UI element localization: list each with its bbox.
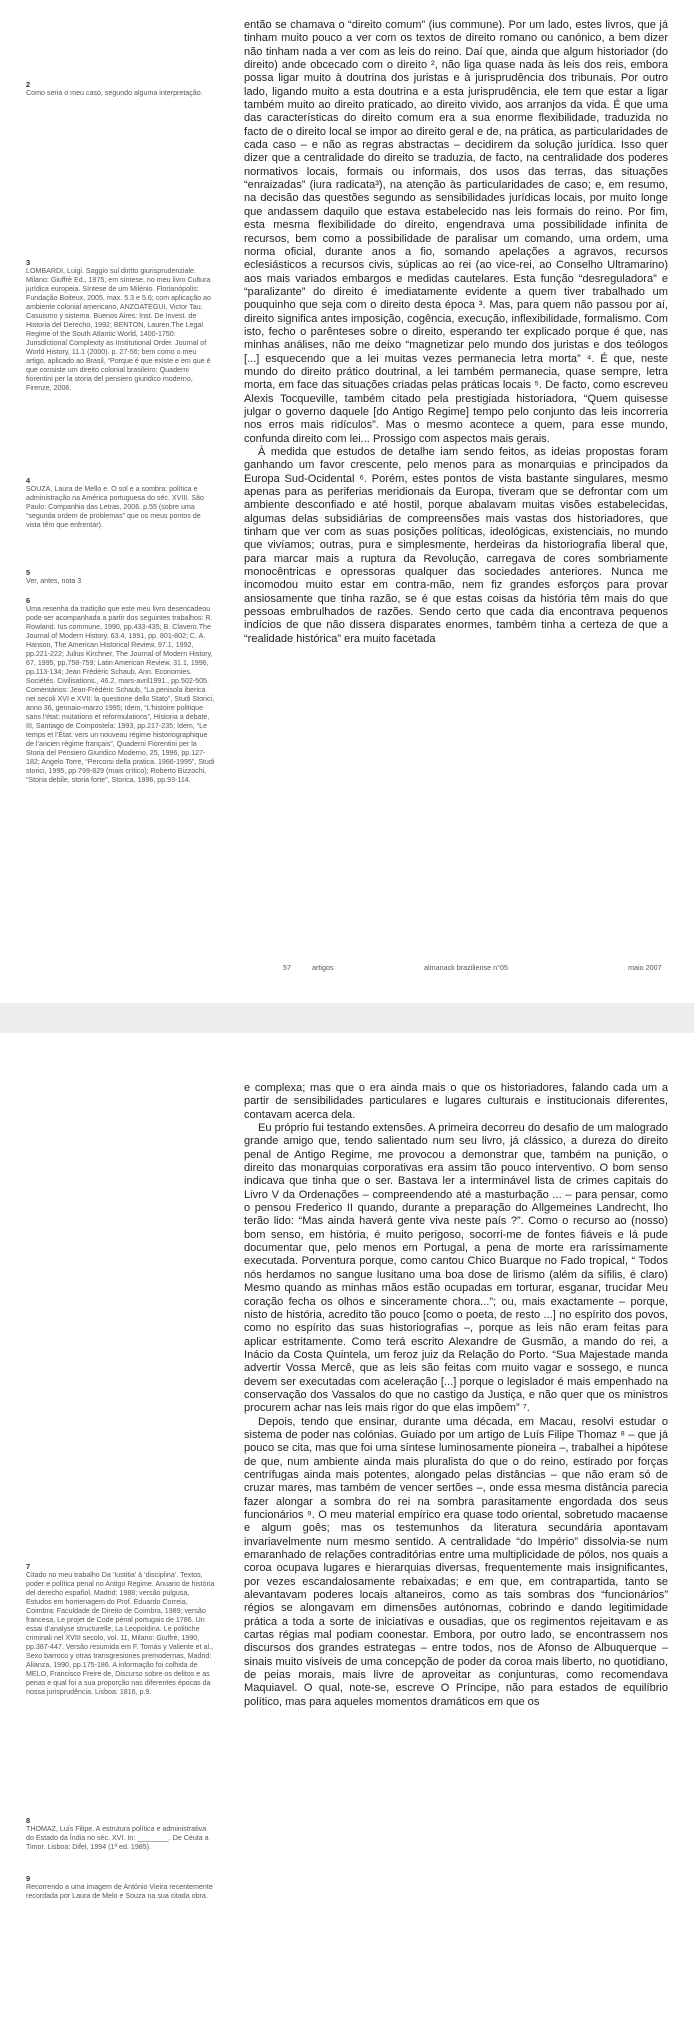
sidenote-number: 7 [26,1562,31,1571]
sidenote-text: Uma resenha da tradição que este meu livro desencadeou pode ser acompanhada a partir dos seguintes trabalhos: R. Rowland. Ius commune, 1990, pp.433-435; B. Clavero.The Journal of Modern History. 63.4, 1991, pp. 801-802; C. A. Hanson, The American Historical Review, 97.1, 1992, pp.221-222; Julius Kirchner, The Journal of Modern History, 67, 1995, pp.758-759; Latin American Review, 31.1, 1996, pp.113-134; Jean Frédéric Schaub, Ann. Economies. Sociétés. Civilisations., 46.2, mars-avril1991., pp.502-505. Comentários: Jean-Frédéric Schaub, “La penisola iberica nei secoli XVI e XVII: la questione dello Stato”, Studi Storici, anno 36, gennaio-marzo 1995; Idem, “L’histoire politique sans l’état: mutations et reformulations”, Historia a debate, III, Santiago de Compostela: 1993, pp.217-235; Idem, “Le temps et l’État: vers un nouveau régime historiographique de l’ancien régime français”, Quaderni Fiorentini per la Storia del Pensiero Giuridico Moderno, 25, 1996, pp.127-182; Angelo Torre, “Percorsi della pratica. 1966-1995”, Studi storici, 1995, pp.799-829 (mais crítico); Roberto Bizzochi, “Storia debile, storia forte”, Storica, 1996, pp.93-114. [26,605,215,784]
sidenote-text: LOMBARDI, Luigi. Saggio sul diritto giurisprudenziale. Milano: Giuffrè Ed., 1975; em síntese, no meu livro Cultura jurídica europeia. Síntese de um Milénio. Florianópolis: Fundação Boiteux, 2005, max. 5.3 e 5.6; com aplicação ao ambiente colonial americano, ANZOATEGUI, Victor Tau. Casuismo y sistema. Buenos Aires: Inst. De Invest. de Historia del Derecho, 1992; BENTON, Lauren.The Legal Regime of the South Atlantic World, 1400-1750: Jurisdictional Complexity as Institutional Order. Journal of World History, 11.1 (2000). p. 27-56; bem como o meu artigo, aplicado ao Brasil, “Porque é que existe e em que é que consiste um direito colonial brasileiro: Quaderni fiorentini per la storia del pensiero giuridico moderno, Firenze, 2006. [26,267,211,392]
sidenote-number: 5 [26,568,31,577]
body-paragraph: À medida que estudos de detalhe iam sendo feitos, as ideias propostas foram ganhando um favor crescente, pelo menos para as monarquias e principados da Europa Sud-Ocidental ⁶. Porém, estes pontos de vista bastante singulares, mesmo apenas para as periferias meridionais da Europa, tiveram que se defrontar com um ambiente desconfiado e até hostil, porque abalavam muitas visões estabelecidas, algumas delas subsidiárias de compreensões mais vastas dos historiadores, que tinham que ver com as suas posições políticas, ideológicas, existenciais, no mundo que vivíamos; outras, pura e simplesmente, herdeiras da historiografia liberal que, para marcar mais a ruptura da Revolução, carregava de cores sombriamente monocêntricas e opressoras qualquer das sociedades anteriores. Nunca me incomodou muito estar em contra-mão, nem fiz grandes esforços para provar ansiosamente que tinha razão, se é que estas coisas da história têm mais do que pessoas embrulhados de razões. Sendo certo que cada dia encontrava pequenos indícios de que não dissera disparates enormes, também tinha a certeza de que a “realidade histórica” era muito facetada [244,446,668,645]
section-label: artigos [312,963,334,972]
sidenote-number: 8 [26,1816,31,1825]
sidenote-8 [26,1816,216,1852]
sidenote-text: Recorrendo a uma imagem de António Vieira recentemente recordada por Laura de Melo e Souza na sua citada obra. [26,1883,213,1900]
sidenote-text: Ver, antes, nota 3 [26,577,82,585]
sidenote-4 [26,476,216,530]
sidenote-text: Como seria o meu caso, segundo alguma interpretação. [26,89,203,97]
issue-date: maio 2007 [628,963,662,972]
sidenote-5 [26,568,216,586]
body-paragraph: Depois, tendo que ensinar, durante uma década, em Macau, resolvi estudar o sistema de poder nas colónias. Guiado por um artigo de Luís Filipe Thomaz ⁸ – que já pouco se cita, mas que foi uma síntese luminosamente pioneira –, trabalhei a hipótese de que, num ambiente ainda mais pluralista do que o do reino, estirado por forças centrífugas ainda mais potentes, alongado pelas distâncias – que não eram só de cruzar mares, mas também de vencer sertões –, onde essa mesma distância parecia fazer alongar a sombra do rei na sombra parasitamente engordada dos seus funcionários ⁹. O meu material empírico era quase todo oriental, sobretudo macaense e algum goês; mas os testemunhos da literatura secundária apontavam invariavelmente num mesmo sentido. A centralidade “do Império” dissolvia-se num emaranhado de relações contraditórias entre uma multiplicidade de pólos, nos quais a coroa ocupava lugares e hierarquias diversas, frequentemente mais insignificantes, por vezes escandalosamente rebaixadas; e em que, em contrapartida, tanto se alevantavam poderes locais altaneiros, como as tais sombras dos “funcionários” régios se alongavam em dimensões autónomas, cobrindo e dando legitimidade prática a toda a sorte de iniciativas e ousadias, que os regimentos rejeitavam e as cartas régias mal podiam coonestar. Embora, por outro lado, se encontrassem nos discursos dos grandes estrategas – entre todos, nos de Afonso de Albuquerque – sinais muito visíveis de uma concepção de poder da coroa mais liberto, no quotidiano, de peias morais, mais livre de aproveitar as conjunturas, como recomendava Maquiavel. O qual, note-se, escreve O Príncipe, não para estados de equilíbrio político, mas para aqueles momentos dramáticos em que os [244,1415,668,1708]
sidenote-text: THOMAZ, Luís Filipe. A estrutura política e administrativa do Estado da Índia no séc. XVI. In: ________. De Ceuta a Timor. Lisboa: Difel, 1994 (1ª ed. 1985). [26,1825,209,1851]
body-paragraph: e complexa; mas que o era ainda mais o que os historiadores, falando cada um a partir de sensibilidades particulares e lugares culturais e institucionais diferentes, contavam acerca dela. [244,1082,668,1121]
sidenote-number: 9 [26,1874,31,1883]
sidenote-number: 4 [26,476,31,485]
sidenote-3 [26,258,216,393]
page2-body-text [244,1082,668,1709]
page1-body-text [244,19,668,646]
body-paragraph: Eu próprio fui testando extensões. A primeira decorreu do desafio de um malogrado grande amigo que, tendo salientado num seu livro, já clássico, a dureza do direito penal de Antigo Regime, me provocou a demonstrar que, também na punição, o direito das monarquias corporativas era assim tão pouco interventivo. O bom senso indicava que tinha que o ser. Bastava ler a interminável lista de crimes capitais do Livro V da Ordenações – compreendendo até a masturbação ... – para pensar, como o pensou Frederico II quando, durante a preparação do Allgemeines Landrecht, lho terão lido: “Mas ainda haverá gente viva neste país ?”. Como o recurso ao (nosso) bom senso, em história, é muito perigoso, socorri-me de fontes fiáveis e lá pude documentar que, pelo menos em Portugal, a pena de morte era raríssimamente executada. Porventura porque, como cantou Chico Buarque no Fado tropical, “ Todos nós herdamos no sangue lusitano uma boa dose de lirismo (além da sífilis, é claro) Mesmo quando as minhas mãos estão ocupadas em torturar, esganar, trucidar Meu coração fecha os olhos e sinceramente chora...”; ou, mais exactamente – porque, nisto de história, acredito tão pouco [como o poeta, de resto ...] no espírito dos povos, como no espírito das suas historiografias –, porque as leis não eram feitas para aplicar estritamente. Como terá escrito Alexandre de Gusmão, a mando do rei, a Inácio da Costa Quintela, um feroz juiz da Relação do Porto. “Sua Majestade manda advertir Vossa Mercê, que as leis são feitas com muito vagar e sossego, e nunca devem ser executadas com aceleração [...] porque o legislador é mais empenhado na conservação dos Vassalos do que no castigo da Justiça, e não quer que os ministros procurem achar nas leis mais rigor do que elas impõem” ⁷. [244,1122,668,1415]
sidenote-number: 2 [26,80,31,89]
sidenote-text: SOUZA, Laura de Mello e. O sol e a sombra: política e administração na América portuguesa do séc. XVIII. São Paulo: Companhia das Letras, 2006. p.55 (sobre uma “segunda ordem de problemas” que os meus pontos de vista têm que enfrentar). [26,485,204,529]
page-separator [0,1003,694,1033]
sidenote-number: 6 [26,596,31,605]
sidenote-7 [26,1562,216,1697]
sidenote-9 [26,1874,216,1901]
journal-name: almanack braziliense n°05 [424,963,508,972]
body-paragraph: então se chamava o “direito comum” (ius commune). Por um lado, estes livros, que já tinham muito pouco a ver com os textos de direito romano ou canónico, a bem dizer não tinham nada a ver com as leis do reino. Daí que, ainda que algum historiador (do direito) ande obcecado com o direito ², não liga quase nada às leis dos reis, embora possa ligar muito à doutrina dos juristas e à jurisprudência dos tribunais. Por outro lado, ligando muito a esta doutrina e a esta jurisprudência, ele tem que estar a ligar também muito ao direito praticado, ao direito vivido, aos arranjos da vida. É que uma das características do direito comum era a sua enorme flexibilidade, traduzida no facto de o direito local se impor ao direito geral e de, na prática, as particularidades de cada caso – e não as regras abstractas – decidirem da solução jurídica. Isso quer dizer que a centralidade do direito se traduzia, de facto, na centralidade dos poderes normativos locais, formais ou informais, dos usos das terras, das situações “enraizadas” (iura radicata³), na atenção às particularidades de caso; e, em resumo, na decisão das questões segundo as sensibilidades jurídicas locais, por muito longe que andassem daquilo que estava estabelecido nas leis formais do reino. Por fim, esta mesma flexibilidade do direito, engendrava uma possibilidade infinita de recursos, bem como a possibilidade de paralisar um comando, uma ordem, uma norma oficial, durante anos a fio, somando apelações a agravos, recursos eclesiásticos a recursos civis, súplicas ao rei (ao vice-rei, ao Conselho Ultramarino) aos mais variados embargos e medidas cautelares. Esta função “desreguladora” e “paralizante” do direito é imediatamente evidente a quem tiver trabalhado um pouquinho que seja com o direito desta época ³. Mas, para quem não passou por aí, direito significa antes imposição, cogência, execução, inflexibilidade, formalismo. Com isto, fecho o parênteses sobre o direito, esperando ter explicado porque é que, nas minhas análises, não me deixo “magnetizar pelo mundo dos juristas e dos teólogos [...] esquecendo que a lei muitas vezes permanecia letra morta” ⁴. É que, neste mundo do direito prático doutrinal, a lei também permanecia, quase sempre, letra morta, em face das situações criadas pelas práticas locais ⁵. De facto, como escreveu Alexis Tocqueville, também citado pela prestigiada historiadora, “Quem quisesse julgar o governo daquele [do Antigo Regime] tempo pelo conjunto das leis incorreria nos erros mais ridículos”. Mas o mesmo acontece a quem, para esse mundo, confunda direito com lei... Prossigo com aspectos mais gerais. [244,19,668,445]
sidenote-2 [26,80,216,98]
sidenote-number: 3 [26,258,31,267]
sidenote-6 [26,596,216,785]
sidenote-text: Citado no meu trabalho Da ‘Iustitia’ à ‘disciplina’. Textos, poder e política penal no Antigo Regime. Anuario de história del derecho español, Madrid: 1988; versão pulgusa, Estudos em homenagem do Prof. Eduardo Correia, Coimbra: Faculdade de Direito de Coimbra, 1989; versão francesa, Le projet de Code pénal portugais de 1786. Un essai d’analyse structurelle, La Leopoldina. Le politiche criminali nel XVIII secolo, vol. 11, Milano: Giuffrè, 1990, pp.387-447. Versão resumida em F. Tomás y Valiente et al., Sexo barroco y otras transgresiones premodernas, Madrid: Alianza, 1990, pp.175-186. A informação foi colhida de MELO, Francisco Freire de, Discurso sobre os delitos e as penas e qual foi a sua proporção nas diferentes épocas da nossa jurisprudência. Lisboa: 1816, p.9. [26,1571,215,1696]
page-number: 57 [283,963,291,972]
